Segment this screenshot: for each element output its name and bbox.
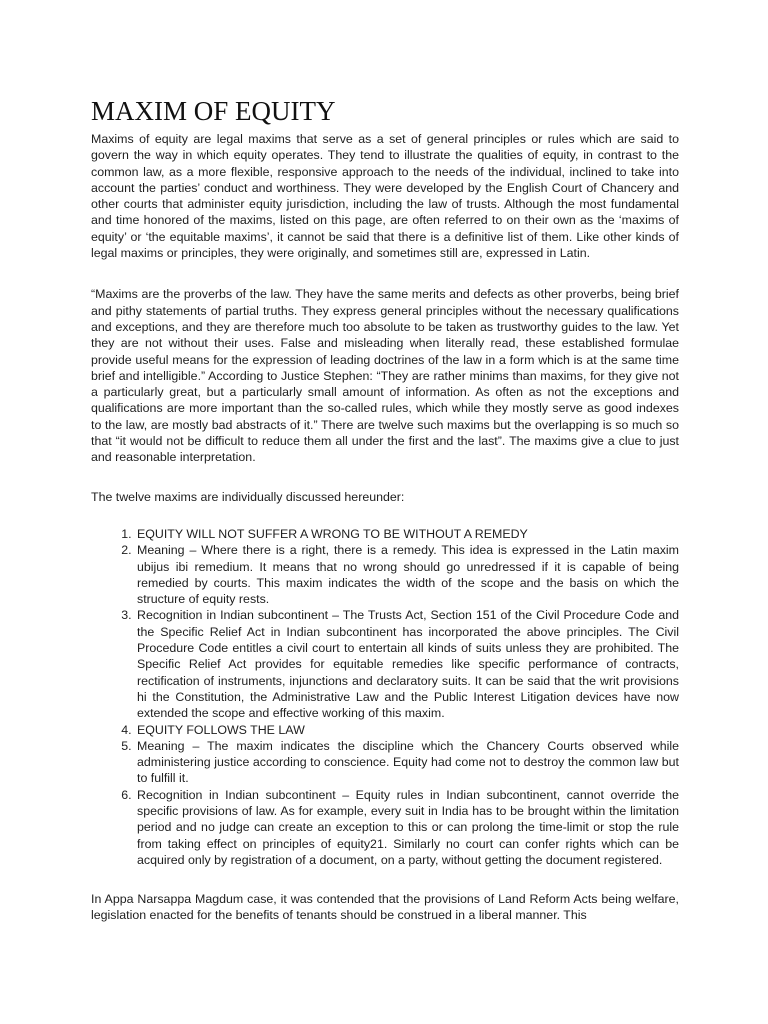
list-item: 4. EQUITY FOLLOWS THE LAW: [135, 722, 679, 738]
intro-paragraph: Maxims of equity are legal maxims that serve as a set of general principles or rules which are said to govern the way in which equity operates. They tend to illustrate the qualities of equity, in contrast to the common law, as a more flexible, responsive approach to the needs of the individual, inclined to take into account the parties’ conduct and worthiness. They were developed by the English Court of Chancery and other courts that administer equity jurisdiction, including the law of trusts. Although the most fundamental and time honored of the maxims, listed on this page, are often referred to on their own as the ‘maxims of equity’ or ‘the equitable maxims’, it cannot be said that there is a definitive list of them. Like other kinds of legal maxims or principles, they were originally, and sometimes still are, expressed in Latin.: [91, 132, 679, 261]
closing-paragraph: In Appa Narsappa Magdum case, it was contended that the provisions of Land Reform Acts being welfare, legislation enacted for the benefits of tenants should be construed in a liberal manner. This: [91, 892, 679, 923]
document-page: [91, 96, 679, 924]
document-title: MAXIM OF EQUITY: [91, 96, 336, 126]
list-item: 3. Recognition in Indian subcontinent – The Trusts Act, Section 151 of the Civil Procedure Code and the Specific Relief Act in Indian subcontinent has incorporated the above principles. The Civil Procedure Code entitles a civil court to entertain all kinds of suits unless they are prohibited. The Specific Relief Act provides for equitable remedies like specific performance of contracts, rectification of instruments, injunctions and declaratory suits. It can be said that the writ provisions hi the Constitution, the Administrative Law and the Public Interest Litigation devices have now extended the scope and effective working of this maxim.: [135, 607, 679, 721]
list-item: 5. Meaning – The maxim indicates the discipline which the Chancery Courts observed while administering justice according to conscience. Equity had come not to destroy the common law but to fulfill it.: [135, 738, 679, 787]
list-item: 2. Meaning – Where there is a right, there is a remedy. This idea is expressed in the Latin maxim ubijus ibi remedium. It means that no wrong should go unredressed if it is capable of being remedied by courts. This maxim indicates the width of the scope and the basis on which the structure of equity rests.: [135, 542, 679, 607]
list-item: 1. EQUITY WILL NOT SUFFER A WRONG TO BE WITHOUT A REMEDY: [135, 526, 679, 542]
quote-paragraph: “Maxims are the proverbs of the law. They have the same merits and defects as other proverbs, being brief and pithy statements of partial truths. They express general principles without the necessary qualifications and exceptions, and they are therefore much too absolute to be taken as trustworthy guides to the law. Yet they are not without their uses. False and misleading when literally read, these established formulae provide useful means for the expression of leading doctrines of the law in a form which is at the same time brief and intelligible.” According to Justice Stephen: “They are rather minims than maxims, for they give not a particularly great, but a particularly small amount of information. As often as not the exceptions and qualifications are more important than the so-called rules, which while they mostly serve as good indexes to the law, are mostly bad abstracts of it.” There are twelve such maxims but the overlapping is so much so that “it would not be difficult to reduce them all under the first and the last”. The maxims give a clue to just and reasonable interpretation.: [91, 287, 679, 465]
maxims-list: [91, 526, 679, 868]
lead-in-paragraph: The twelve maxims are individually discussed hereunder:: [91, 489, 405, 504]
list-item: 6. Recognition in Indian subcontinent – Equity rules in Indian subcontinent, cannot override the specific provisions of law. As for example, every suit in India has to be brought within the limitation period and no judge can create an exception to this or can prolong the time-limit or stop the rule from taking effect on principles of equity21. Similarly no court can confer rights which can be acquired only by registration of a document, on a party, without getting the document registered.: [135, 787, 679, 868]
